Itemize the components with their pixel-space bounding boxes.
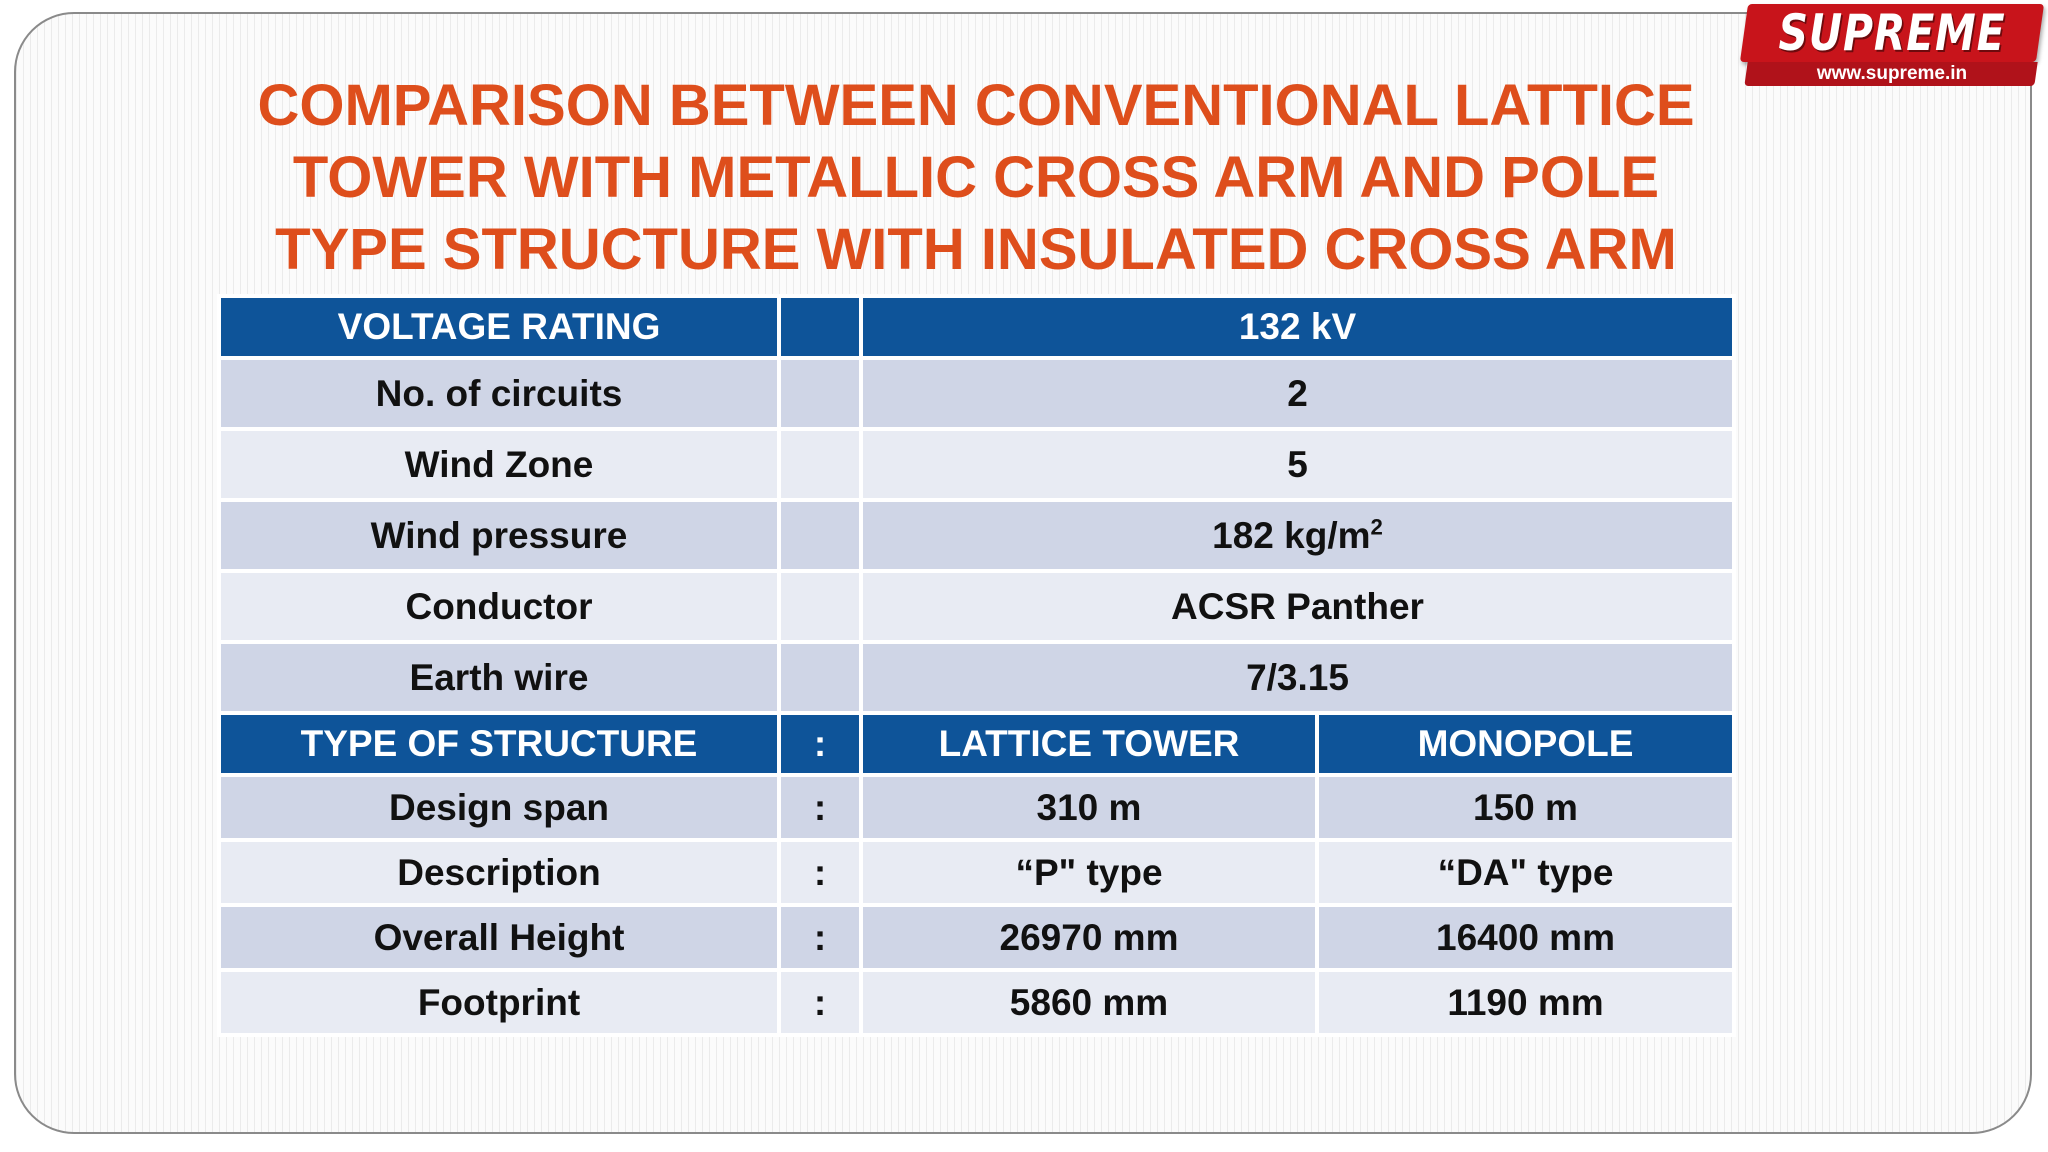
table-row-circuits [219, 358, 1734, 429]
row-value: ACSR Panther [861, 571, 1734, 642]
row-separator: : [779, 905, 861, 970]
voltage-rating-separator-cell [779, 296, 861, 358]
voltage-rating-header-row [219, 296, 1734, 358]
separator-cell [779, 358, 861, 429]
voltage-rating-label: VOLTAGE RATING [219, 296, 779, 358]
logo-brand-text: SUPREME [1778, 4, 2006, 62]
logo-url-text: www.supreme.in [1816, 63, 1968, 84]
row-value [861, 500, 1734, 571]
title-line-2: TOWER WITH METALLIC CROSS ARM AND POLE [292, 145, 1660, 210]
voltage-rating-value: 132 kV [861, 296, 1734, 358]
title-line-1: COMPARISON BETWEEN CONVENTIONAL LATTICE [257, 73, 1695, 138]
row-value: 7/3.15 [861, 642, 1734, 713]
monopole-value: 150 m [1317, 775, 1734, 840]
lattice-value: 310 m [861, 775, 1317, 840]
lattice-tower-header: LATTICE TOWER [861, 713, 1317, 775]
separator-cell [779, 571, 861, 642]
monopole-value: 16400 mm [1317, 905, 1734, 970]
row-label: Design span [219, 775, 779, 840]
table-row-design-span [219, 775, 1734, 840]
table-row-earth-wire [219, 642, 1734, 713]
table-row-overall-height [219, 905, 1734, 970]
separator-cell [779, 429, 861, 500]
lattice-value: 5860 mm [861, 970, 1317, 1035]
row-value: 2 [861, 358, 1734, 429]
row-separator: : [779, 775, 861, 840]
row-label: Conductor [219, 571, 779, 642]
wind-pressure-exponent: 2 [1370, 514, 1383, 540]
table-row-wind-pressure [219, 500, 1734, 571]
table-row-footprint [219, 970, 1734, 1035]
monopole-header: MONOPOLE [1317, 713, 1734, 775]
supreme-logo [1744, 4, 2040, 84]
monopole-value: 1190 mm [1317, 970, 1734, 1035]
row-label: Wind Zone [219, 429, 779, 500]
separator-cell [779, 642, 861, 713]
row-label: Earth wire [219, 642, 779, 713]
lattice-value: 26970 mm [861, 905, 1317, 970]
title-line-3: TYPE STRUCTURE WITH INSULATED CROSS ARM [275, 217, 1677, 282]
structure-type-header-row [219, 713, 1734, 775]
structure-type-separator: : [779, 713, 861, 775]
monopole-value: “DA" type [1317, 840, 1734, 905]
separator-cell [779, 500, 861, 571]
row-label: Wind pressure [219, 500, 779, 571]
structure-type-label: TYPE OF STRUCTURE [219, 713, 779, 775]
row-label: Overall Height [219, 905, 779, 970]
row-separator: : [779, 970, 861, 1035]
row-label: No. of circuits [219, 358, 779, 429]
row-label: Description [219, 840, 779, 905]
table-row-conductor [219, 571, 1734, 642]
slide-title [216, 70, 1736, 286]
comparison-table [217, 294, 1736, 1037]
row-value: 5 [861, 429, 1734, 500]
table-row-description [219, 840, 1734, 905]
row-label: Footprint [219, 970, 779, 1035]
row-separator: : [779, 840, 861, 905]
table-row-wind-zone [219, 429, 1734, 500]
lattice-value: “P" type [861, 840, 1317, 905]
wind-pressure-value: 182 kg/m [1212, 514, 1371, 556]
